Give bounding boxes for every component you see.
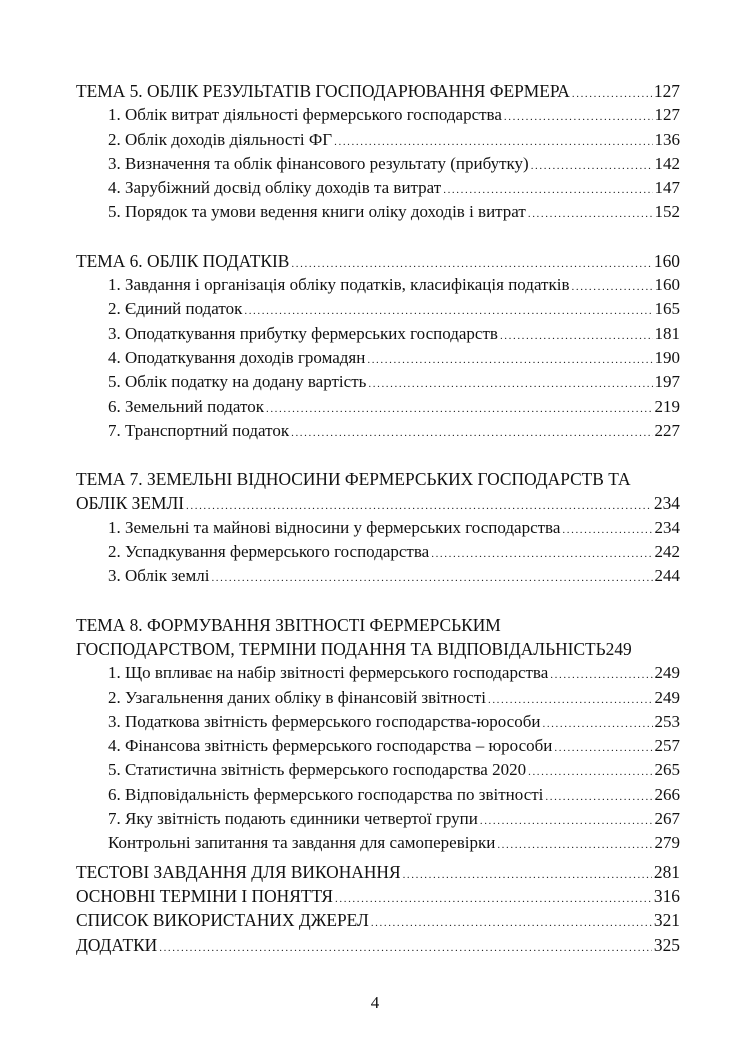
toc-item-text: 1. Облік витрат діяльності фермерського господарства	[108, 105, 502, 125]
toc-page-number: 249	[654, 687, 680, 707]
toc-item[interactable]	[76, 661, 680, 685]
toc-item-text: 3. Визначення та облік фінансового результату (прибутку)	[108, 153, 529, 173]
dot-leader	[554, 736, 652, 760]
toc-item[interactable]	[76, 395, 680, 419]
table-of-contents	[76, 79, 680, 957]
toc-item-text: 4. Зарубіжний досвід обліку доходів та витрат	[108, 178, 442, 198]
toc-page-number: 190	[654, 347, 680, 367]
toc-section-title: ОБЛІК ЗЕМЛІ	[76, 493, 185, 514]
toc-item-text: 3. Податкова звітність фермерського господарства-юрособи	[108, 711, 541, 731]
toc-page-number: 244	[654, 566, 680, 586]
toc-page-number: 234	[653, 493, 680, 514]
toc-section-6[interactable]	[76, 249, 680, 273]
toc-page-number: 267	[654, 809, 680, 829]
toc-page-number: 219	[654, 396, 680, 416]
toc-item[interactable]	[76, 128, 680, 152]
toc-item[interactable]	[76, 322, 680, 346]
toc-page-number: 253	[654, 711, 680, 731]
toc-item[interactable]	[76, 807, 680, 831]
toc-item[interactable]	[76, 200, 680, 224]
toc-page-number: 147	[654, 178, 680, 198]
dot-leader	[431, 542, 652, 566]
dot-leader	[159, 936, 652, 960]
toc-page-number: 227	[654, 420, 680, 440]
toc-page-number: 249	[654, 663, 680, 683]
spacer	[76, 589, 680, 613]
toc-item-text: 6. Земельний податок	[108, 396, 264, 416]
toc-page-number: 197	[654, 372, 680, 392]
toc-item-text: 1. Земельні та майнові відносини у фермерських господарства	[108, 517, 561, 537]
toc-section-title: СПИСОК ВИКОРИСТАНИХ ДЖЕРЕЛ	[76, 910, 369, 931]
toc-page-number: 127	[654, 105, 680, 125]
toc-page-number: 234	[654, 517, 680, 537]
dot-leader	[334, 130, 652, 154]
toc-section-title: ДОДАТКИ	[76, 934, 158, 955]
toc-page-number: 265	[654, 760, 680, 780]
toc-page-number: 152	[654, 202, 680, 222]
dot-leader	[528, 202, 653, 226]
dot-leader	[542, 712, 652, 736]
dot-leader	[443, 178, 652, 202]
spacer	[76, 225, 680, 249]
toc-item[interactable]	[76, 273, 680, 297]
toc-item[interactable]	[76, 540, 680, 564]
toc-section-5[interactable]	[76, 79, 680, 103]
toc-page-number: 127	[653, 81, 680, 101]
dot-leader	[488, 688, 653, 712]
toc-item[interactable]	[76, 370, 680, 394]
toc-item-text: 5. Облік податку на додану вартість	[108, 372, 367, 392]
dot-leader	[368, 372, 652, 396]
toc-section-title: ТЕМА 6. ОБЛІК ПОДАТКІВ	[76, 250, 290, 271]
toc-item-text: Контрольні запитання та завдання для самоперевірки	[108, 833, 496, 853]
dot-leader	[244, 299, 652, 323]
toc-item-text: 2. Єдиний податок	[108, 299, 243, 319]
toc-page-number: 181	[654, 323, 680, 343]
toc-item-text: 2. Успадкування фермерського господарства	[108, 542, 430, 562]
dot-leader	[211, 566, 652, 590]
dot-leader	[562, 518, 652, 542]
dot-leader	[550, 663, 652, 687]
toc-item[interactable]	[76, 516, 680, 540]
toc-page-number: 160	[654, 275, 680, 295]
toc-item-text: 4. Оподаткування доходів громадян	[108, 347, 366, 367]
toc-section-terms[interactable]	[76, 884, 680, 908]
toc-page-number: 165	[654, 299, 680, 319]
toc-section-title: ГОСПОДАРСТВОМ, ТЕРМІНИ ПОДАННЯ ТА ВІДПОВІДАЛЬНІСТЬ	[76, 638, 606, 659]
toc-item[interactable]	[76, 710, 680, 734]
spacer	[76, 443, 680, 467]
toc-item[interactable]	[76, 346, 680, 370]
toc-page-number: 160	[653, 250, 680, 271]
toc-item-text: 1. Що впливає на набір звітності фермерського господарства	[108, 663, 549, 683]
toc-section-8-title-line1: ТЕМА 8. ФОРМУВАННЯ ЗВІТНОСТІ ФЕРМЕРСЬКИМ	[76, 614, 501, 635]
dot-leader	[528, 760, 652, 784]
toc-page-number: 257	[654, 736, 680, 756]
toc-section-title: ТЕМА 5. ОБЛІК РЕЗУЛЬТАТІВ ГОСПОДАРЮВАННЯ ФЕРМЕРА	[76, 81, 570, 101]
toc-section-title: ОСНОВНІ ТЕРМІНИ І ПОНЯТТЯ	[76, 885, 334, 906]
toc-item-text: 2. Узагальнення даних обліку в фінансовій звітності	[108, 687, 486, 707]
dot-leader	[403, 863, 652, 887]
dot-leader	[504, 105, 653, 129]
dot-leader	[572, 82, 652, 106]
dot-leader	[266, 397, 653, 421]
toc-page-number: 249	[605, 638, 632, 659]
dot-leader	[335, 887, 652, 911]
toc-page-number: 316	[653, 885, 680, 906]
toc-item[interactable]	[76, 103, 680, 127]
toc-item-text: 7. Яку звітність подають єдинники четвертої групи	[108, 809, 478, 829]
toc-item[interactable]	[76, 686, 680, 710]
toc-item-text: 3. Оподаткування прибутку фермерських господарств	[108, 323, 498, 343]
toc-item-text: 5. Порядок та умови ведення книги оліку доходів і витрат	[108, 202, 526, 222]
toc-section-7[interactable]	[76, 491, 680, 515]
toc-section-title: ТЕСТОВІ ЗАВДАННЯ ДЛЯ ВИКОНАННЯ	[76, 861, 401, 882]
toc-item-text: 7. Транспортний податок	[108, 420, 290, 440]
toc-item[interactable]	[76, 176, 680, 200]
dot-leader	[531, 154, 653, 178]
toc-item[interactable]	[76, 419, 680, 443]
dot-leader	[572, 275, 653, 299]
toc-section-7-title-line1: ТЕМА 7. ЗЕМЕЛЬНІ ВІДНОСИНИ ФЕРМЕРСЬКИХ ГОСПОДАРСТВ ТА	[76, 469, 631, 490]
toc-page-number: 142	[654, 153, 680, 173]
toc-item-text: 4. Фінансова звітність фермерського господарства – юрособи	[108, 736, 553, 756]
toc-item[interactable]	[76, 758, 680, 782]
toc-item[interactable]	[76, 831, 680, 855]
dot-leader	[480, 809, 653, 833]
page-number: 4	[370, 993, 380, 1012]
toc-item-text: 6. Відповідальність фермерського господарства по звітності	[108, 784, 544, 804]
toc-item[interactable]	[76, 564, 680, 588]
toc-item[interactable]	[76, 734, 680, 758]
toc-section-tests[interactable]	[76, 860, 680, 884]
toc-item[interactable]	[76, 783, 680, 807]
dot-leader	[497, 833, 652, 857]
toc-page-number: 136	[654, 129, 680, 149]
toc-item[interactable]	[76, 152, 680, 176]
dot-leader	[371, 911, 652, 935]
toc-item-text: 5. Статистична звітність фермерського господарства 2020	[108, 760, 527, 780]
toc-item-text: 1. Завдання і організація обліку податків, класифікація податків	[108, 275, 570, 295]
toc-page-number: 242	[654, 542, 680, 562]
dot-leader	[367, 348, 652, 372]
toc-item-text: 3. Облік землі	[108, 566, 210, 586]
toc-section-8[interactable]	[76, 637, 680, 661]
dot-leader	[291, 421, 652, 445]
toc-page-number: 281	[653, 861, 680, 882]
toc-page-number: 266	[654, 784, 680, 804]
dot-leader	[545, 785, 652, 809]
dot-leader	[500, 324, 653, 348]
toc-page-number: 321	[653, 910, 680, 931]
toc-item[interactable]	[76, 297, 680, 321]
toc-page-number: 279	[654, 833, 680, 853]
toc-section-sources[interactable]	[76, 908, 680, 932]
toc-section-appendices[interactable]	[76, 933, 680, 957]
toc-item-text: 2. Облік доходів діяльності ФГ	[108, 129, 333, 149]
toc-page-number: 325	[653, 934, 680, 955]
